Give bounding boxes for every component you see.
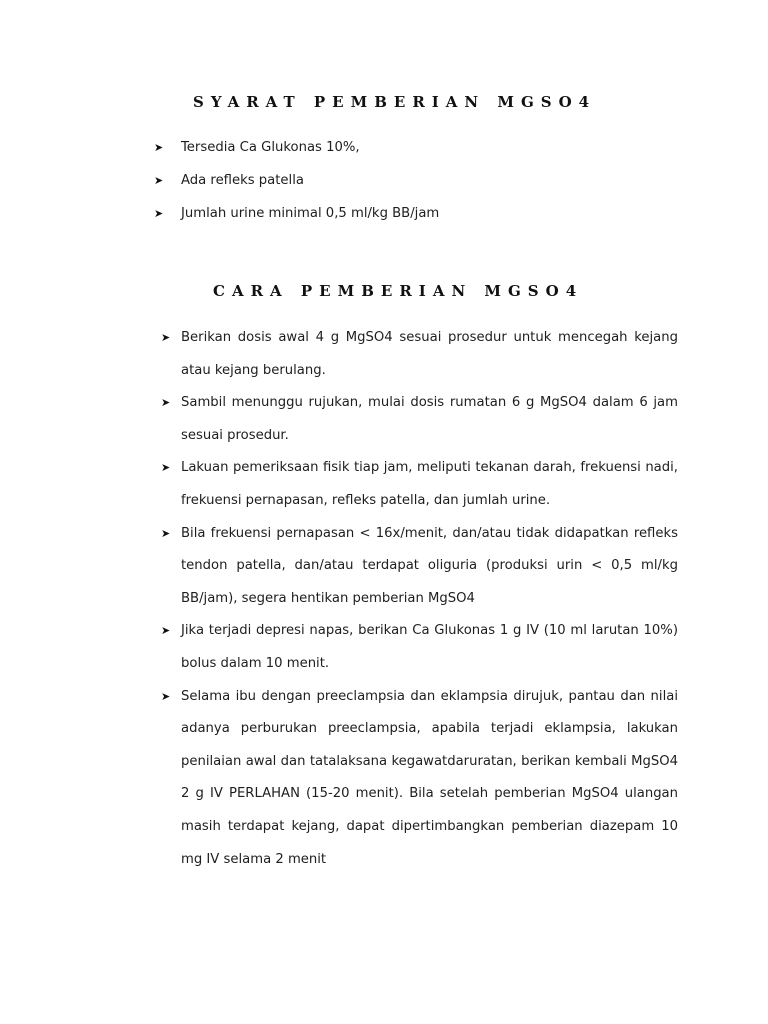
list-item-text: Lakuan pemeriksaan fisik tiap jam, meliputi tekanan darah, frekuensi nadi, frekuensi pernapasan, refleks patella, dan jumlah urine. xyxy=(181,460,678,508)
list-item-text: Selama ibu dengan preeclampsia dan eklampsia dirujuk, pantau dan nilai adanya perburukan preeclampsia, apabila terjadi eklampsia, lakukan penilaian awal dan tatalaksana kegawatdaruratan, berikan kembali MgSO4 2 g IV PERLAHAN (15-20 menit). Bila setelah pemberian MgSO4 ulangan masih terdapat kejang, dapat dipertimbangkan pemberian diazepam 10 mg IV selama 2 menit xyxy=(181,688,678,867)
section-title-cara: CARA PEMBERIAN MGSO4 xyxy=(213,282,584,300)
section-title-syarat: SYARAT PEMBERIAN MGSO4 xyxy=(193,93,597,111)
arrowhead-bullet-icon: ➤ xyxy=(161,396,171,410)
list-item-text: Jika terjadi depresi napas, berikan Ca Glukonas 1 g IV (10 ml larutan 10%) bolus dalam 10 menit. xyxy=(181,623,678,671)
arrowhead-bullet-icon: ➤ xyxy=(154,141,164,154)
list-item-text: Jumlah urine minimal 0,5 ml/kg BB/jam xyxy=(181,206,440,221)
cara-list xyxy=(161,322,678,876)
list-item xyxy=(154,170,694,192)
arrowhead-bullet-icon: ➤ xyxy=(154,174,164,187)
list-item xyxy=(161,452,678,517)
list-item-text: Sambil menunggu rujukan, mulai dosis rumatan 6 g MgSO4 dalam 6 jam sesuai prosedur. xyxy=(181,395,678,443)
list-item xyxy=(161,518,678,616)
list-item-text: Berikan dosis awal 4 g MgSO4 sesuai prosedur untuk mencegah kejang atau kejang berulang. xyxy=(181,330,678,378)
list-item xyxy=(154,137,694,159)
syarat-list xyxy=(154,137,694,236)
list-item xyxy=(161,681,678,877)
list-item xyxy=(161,322,678,387)
list-item xyxy=(161,615,678,680)
arrowhead-bullet-icon: ➤ xyxy=(161,331,171,344)
list-item xyxy=(154,203,694,225)
list-item-text: Ada refleks patella xyxy=(181,173,304,188)
arrowhead-bullet-icon: ➤ xyxy=(161,461,171,475)
arrowhead-bullet-icon: ➤ xyxy=(161,526,171,540)
list-item-text: Tersedia Ca Glukonas 10%, xyxy=(181,140,360,155)
list-item xyxy=(161,387,678,452)
arrowhead-bullet-icon: ➤ xyxy=(161,624,171,638)
arrowhead-bullet-icon: ➤ xyxy=(154,207,164,220)
list-item-text: Bila frekuensi pernapasan < 16x/menit, dan/atau tidak didapatkan refleks tendon patella, dan/atau terdapat oliguria (produksi urin < 0,5 ml/kg BB/jam), segera hentikan pemberian MgSO4 xyxy=(181,525,678,606)
arrowhead-bullet-icon: ➤ xyxy=(161,689,171,703)
